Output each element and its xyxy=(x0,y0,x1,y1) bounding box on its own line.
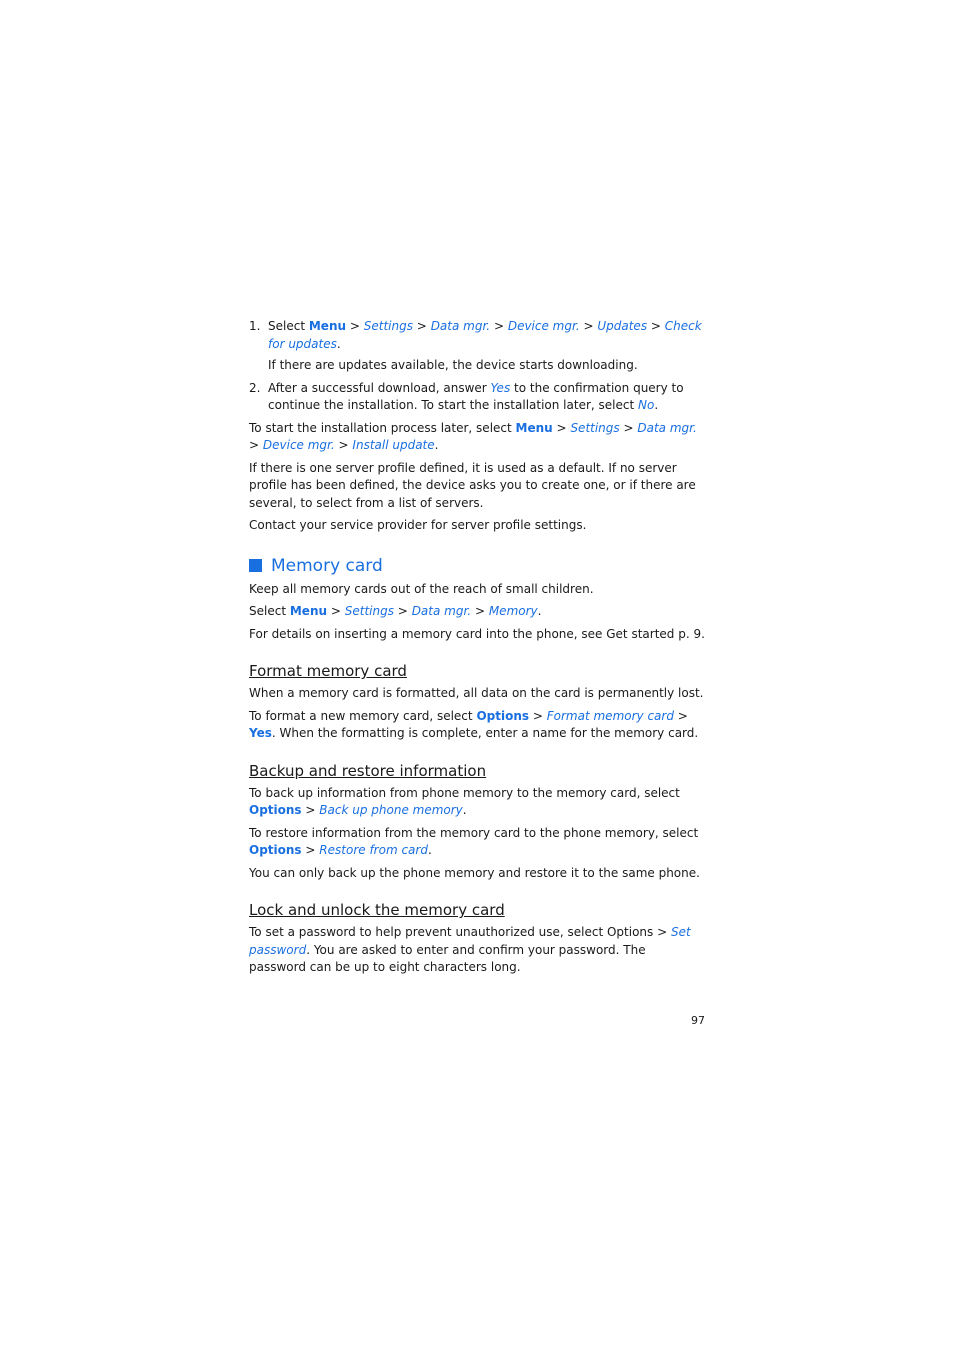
menu-install-update: Install update xyxy=(352,438,435,452)
backup-paragraph-2: To restore information from the memory card to the phone memory, select Options > Restore from card. xyxy=(249,825,699,857)
step-number: 1. xyxy=(249,319,261,333)
contact-paragraph: Contact your service provider for server profile settings. xyxy=(249,518,587,532)
menu-device-mgr: Device mgr. xyxy=(507,319,580,333)
menu-restore-from-card: Restore from card xyxy=(319,843,428,857)
memory-card-heading: Memory card xyxy=(249,555,705,577)
install-paragraph: To start the installation process later, select Menu > Settings > Data mgr. > Device mgr. > Install update. xyxy=(249,420,697,452)
memory-select-paragraph: Select Menu > Settings > Data mgr. > Memory. xyxy=(249,604,542,618)
menu-set-password: Set password xyxy=(249,925,691,957)
step-number: 2. xyxy=(249,380,261,395)
lock-paragraph: To set a password to help prevent unauthorized use, select Options > Set password. You are asked to enter and confirm your password. The password can be up to eight characters long. xyxy=(249,925,691,974)
format-paragraph-2: To format a new memory card, select Options > Format memory card > Yes. When the formatting is complete, enter a name for the memory card. xyxy=(249,708,699,740)
backup-paragraph-1: To back up information from phone memory to the memory card, select Options > Back up phone memory. xyxy=(249,785,680,817)
yes-key: Yes xyxy=(249,726,272,740)
server-profile-paragraph: If there is one server profile defined, it is used as a default. If no server profile has been defined, the device asks you to create one, or if there are several, to select from a list of servers. xyxy=(249,460,696,510)
menu-key: Menu xyxy=(308,319,347,333)
menu-settings: Settings xyxy=(344,604,394,618)
memory-details-paragraph: For details on inserting a memory card into the phone, see Get started p. 9. xyxy=(249,626,705,641)
format-heading: Format memory card xyxy=(249,662,407,680)
option-yes: Yes xyxy=(490,380,511,395)
page-content xyxy=(249,318,705,982)
menu-check-for-updates: Check for updates xyxy=(268,319,702,351)
menu-device-mgr: Device mgr. xyxy=(262,438,335,452)
options-key: Options xyxy=(249,803,302,817)
memory-keep-paragraph: Keep all memory cards out of the reach of small children. xyxy=(249,581,594,596)
menu-settings: Settings xyxy=(570,420,620,435)
menu-memory: Memory xyxy=(488,604,538,618)
backup-paragraph-3: You can only back up the phone memory and restore it to the same phone. xyxy=(249,865,700,880)
step-1-note: If there are updates available, the device starts downloading. xyxy=(268,358,638,372)
step-1: 1. Select Menu > Settings > Data mgr. > Device mgr. > Updates > Check for updates. If there are updates available, the device starts downloading. xyxy=(249,318,705,375)
format-paragraph-1: When a memory card is formatted, all data on the card is permanently lost. xyxy=(249,686,704,700)
heading-square-icon xyxy=(249,559,262,572)
menu-format-memory-card: Format memory card xyxy=(546,708,674,723)
menu-data-mgr: Data mgr. xyxy=(411,604,472,618)
lock-heading: Lock and unlock the memory card xyxy=(249,901,505,919)
menu-key: Menu xyxy=(515,420,553,435)
options-key: Options xyxy=(476,708,530,723)
backup-heading: Backup and restore information xyxy=(249,761,487,780)
options-key: Options xyxy=(249,843,302,857)
menu-settings: Settings xyxy=(363,319,413,333)
option-no: No xyxy=(638,398,655,412)
update-steps xyxy=(249,318,705,415)
menu-data-mgr: Data mgr. xyxy=(430,319,491,333)
menu-data-mgr: Data mgr. xyxy=(637,420,697,435)
menu-updates: Updates xyxy=(597,319,648,333)
menu-key: Menu xyxy=(289,604,328,618)
page-number: 97 xyxy=(691,1014,705,1027)
step-2: 2. After a successful download, answer Yes to the confirmation query to continue the installation. To start the installation later, select No. xyxy=(249,380,684,412)
menu-back-up-phone-memory: Back up phone memory xyxy=(319,803,463,817)
